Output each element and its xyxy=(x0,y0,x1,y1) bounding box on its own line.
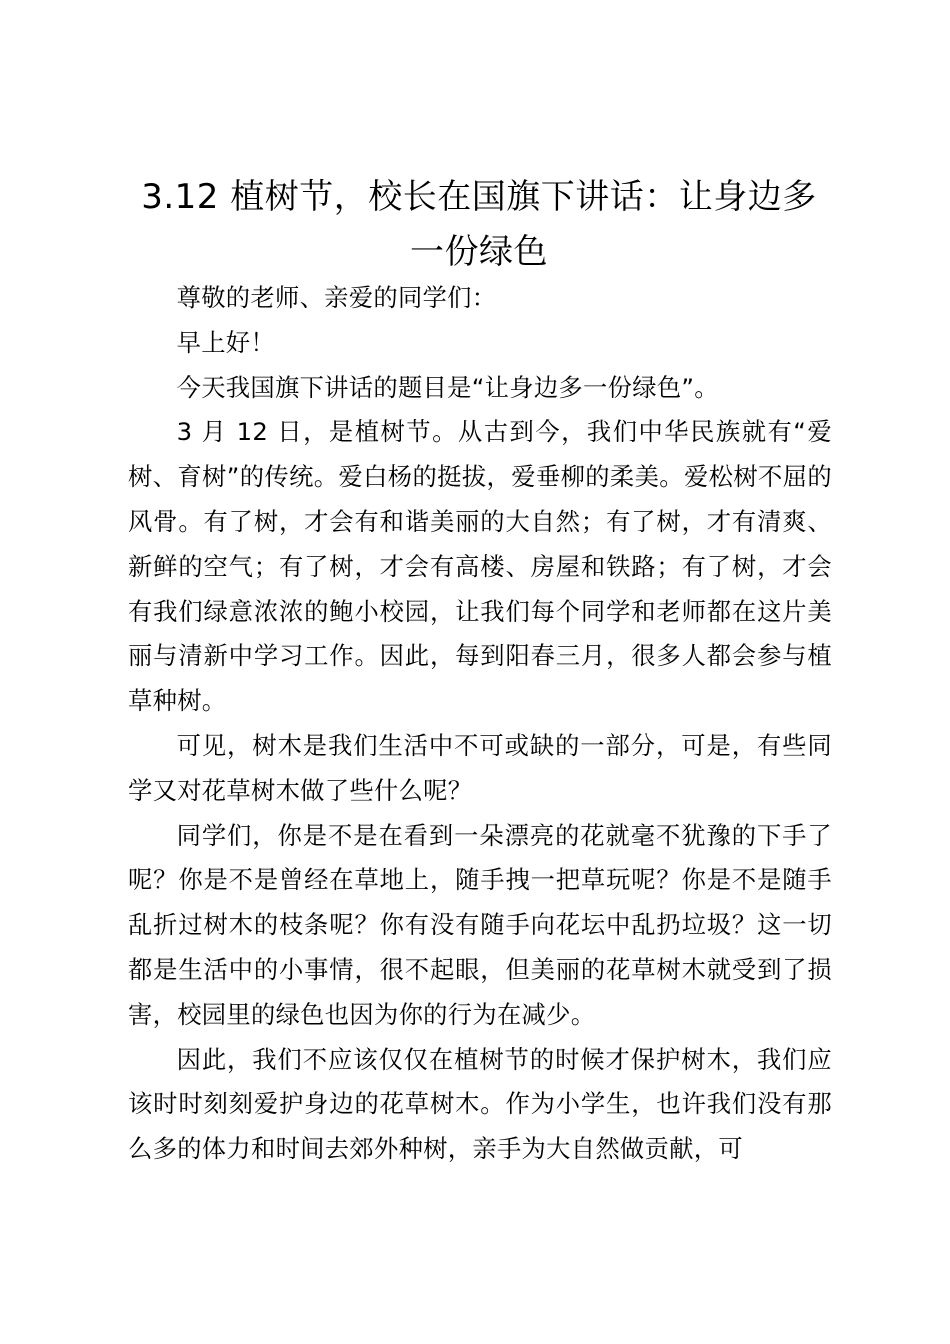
paragraph-salutation: 尊敬的老师、亲爱的同学们： xyxy=(176,283,497,312)
paragraph-topic: 今天我国旗下讲话的题目是“让身边多一份绿色”。 xyxy=(176,372,719,402)
paragraph-conclusion: 因此，我们不应该仅仅在植树节的时候才保护树木，我们应该时时刻刻爱护身边的花草树木。作为小学生，也许我们没有那么多的体力和时间去郊外种树，亲手为大自然做贡献，可 xyxy=(128,1044,832,1164)
document-body xyxy=(128,276,832,1172)
paragraph-greeting: 早上好！ xyxy=(176,327,275,357)
document-title: 3.12 植树节，校长在国旗下讲话：让身边多一份绿色 xyxy=(141,177,817,272)
paragraph-question: 可见，树木是我们生活中不可或缺的一部分，可是，有些同学又对花草树木做了些什么呢？ xyxy=(128,730,832,805)
paragraph-behaviors: 同学们，你是不是在看到一朵漂亮的花就毫不犹豫的下手了呢？你是不是曾经在草地上，随手拽一把草玩呢？你是不是随手乱折过树木的枝条呢？你有没有随手向花坛中乱扔垃圾？这一切都是生活中的小事情，很不起眼，但美丽的花草树木就受到了损害，校园里的绿色也因为你的行为在减少。 xyxy=(128,820,832,1029)
paragraph-arbor-day: 3 月 12 日，是植树节。从古到今，我们中华民族就有“爱树、育树”的传统。爱白杨的挺拔，爱垂柳的柔美。爱松树不屈的风骨。有了树，才会有和谐美丽的大自然；有了树，才有清爽、新鲜的空气；有了树，才会有高楼、房屋和铁路；有了树，才会有我们绿意浓浓的鲍小校园，让我们每个同学和老师都在这片美丽与清新中学习工作。因此，每到阳春三月，很多人都会参与植草种树。 xyxy=(128,417,832,716)
